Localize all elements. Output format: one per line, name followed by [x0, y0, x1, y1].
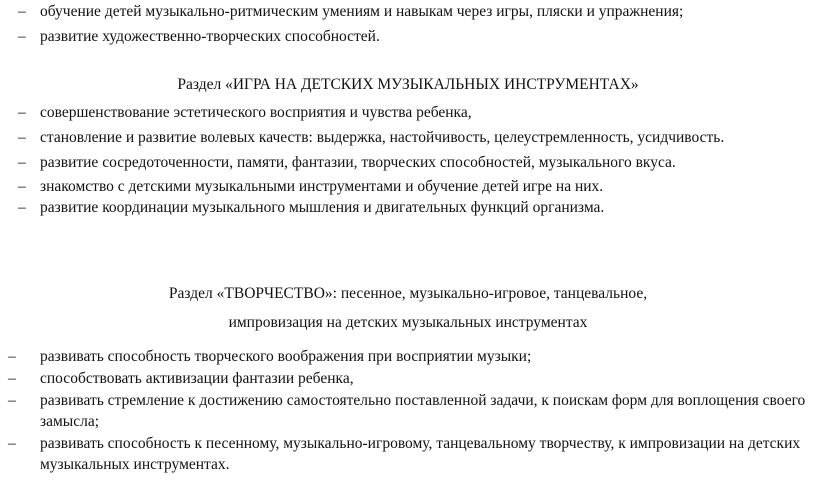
list-item-text: развитие координации музыкального мышления и двигательных функций организма.	[40, 199, 605, 216]
dash-marker: –	[18, 178, 26, 195]
list-item-text: совершенствование эстетического восприятия и чувства ребенка,	[40, 104, 472, 121]
dash-marker: –	[18, 154, 26, 171]
list-item-text-continued: музыкальных инструментах.	[40, 456, 230, 473]
dash-marker: –	[18, 3, 26, 20]
dash-marker: –	[8, 348, 16, 365]
list-item-text: развивать способность к песенному, музыкально-игровому, танцевальному творчеству, к импровизации на детских	[40, 435, 801, 452]
list-item-text-continued: замысла;	[40, 413, 100, 430]
list-item-text: развитие художественно-творческих способностей.	[40, 28, 380, 45]
list-item-text: знакомство с детскими музыкальными инструментами и обучение детей игре на них.	[40, 178, 604, 195]
list-item-text: развитие сосредоточенности, памяти, фантазии, творческих способностей, музыкального вкуса.	[40, 154, 676, 171]
section-heading-instruments: Раздел «ИГРА НА ДЕТСКИХ МУЗЫКАЛЬНЫХ ИНСТРУМЕНТАХ»	[177, 76, 639, 93]
list-item-text: становление и развитие волевых качеств: выдержка, настойчивость, целеустремленность, усидчивость.	[40, 129, 725, 146]
list-item-text: развивать способность творческого воображения при восприятии музыки;	[40, 348, 532, 365]
list-item-text: развивать стремление к достижению самостоятельно поставленной задачи, к поискам форм для воплощения своего	[40, 392, 806, 409]
dash-marker: –	[18, 129, 26, 146]
list-item-text: способствовать активизации фантазии ребенка,	[40, 370, 354, 387]
section-heading-creativity-line2: импровизация на детских музыкальных инструментах	[228, 314, 588, 331]
dash-marker: –	[8, 370, 16, 387]
dash-marker: –	[8, 435, 16, 452]
dash-marker: –	[18, 28, 26, 45]
section-heading-creativity: Раздел «ТВОРЧЕСТВО»: песенное, музыкально-игровое, танцевальное,	[168, 285, 648, 302]
dash-marker: –	[8, 392, 16, 409]
dash-marker: –	[18, 104, 26, 121]
list-item-text: обучение детей музыкально-ритмическим умениям и навыкам через игры, пляски и упражнения;	[40, 3, 684, 20]
dash-marker: –	[18, 199, 26, 216]
